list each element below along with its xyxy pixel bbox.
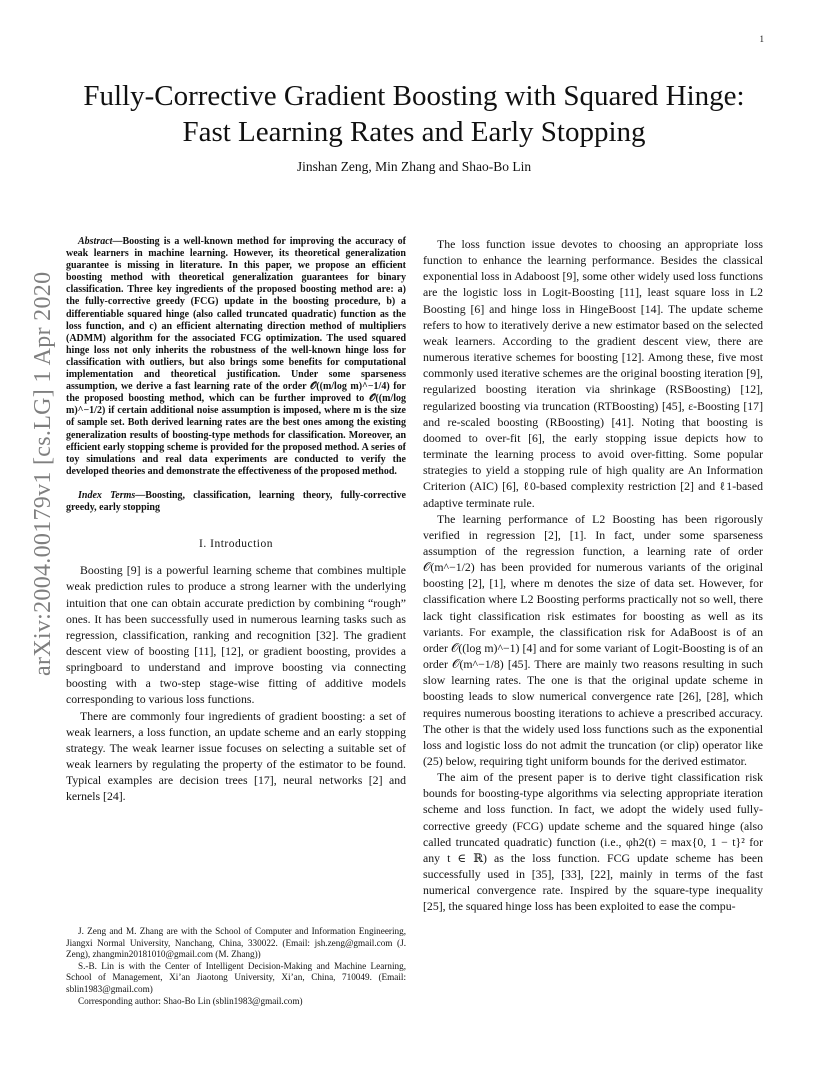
page-number: 1 xyxy=(759,34,764,44)
index-terms-lead: Index Terms xyxy=(78,489,136,501)
paper-authors: Jinshan Zeng, Min Zhang and Shao-Bo Lin xyxy=(296,159,532,174)
abstract-text: —Boosting is a well-known method for improving the accuracy of weak learners in machine learning. However, its theoretical generalization guarantee is missing in literature. In this paper, we propose an efficient boosting method with theoretical generalization guarantees for binary classification. Three key ingredients of the proposed boosting method are: a) the fully-corrective greedy (FCG) update in the boosting procedure, b) a differentiable squared hinge (also called truncated quadratic) function as the loss function, and c) an efficient alternating direction method of multipliers (ADMM) algorithm for the associated FCG optimization. The used squared hinge loss not only inherits the robustness of the well-known hinge loss for classification with outliers, but also brings some benefits for computational implementation and theoretical justification. Under some sparseness assumption, we derive a fast learning rate of the order 𝒪((m/log m)^−1/4) for the proposed boosting method, which can be further improved to 𝒪((m/log m)^−1/2) if certain additional noise assumption is imposed, where m is the size of sample set. Both derived learning rates are the best ones among the existing generalization results of boosting-type methods for classification. Moreover, an efficient early stopping scheme is provided for the proposed method. A series of toy simulations and real data experiments are conducted to verify the developed theories and demonstrate the effectiveness of the proposed method. xyxy=(66,236,406,477)
arxiv-stamp-text: arXiv:2004.00179v1 [cs.LG] 1 Apr 2020 xyxy=(30,271,56,676)
paper-title: Fully-Corrective Gradient Boosting with Squared Hinge: Fast Learning Rates and Early Stopping xyxy=(83,80,745,148)
section-heading-introduction xyxy=(66,536,406,552)
abstract xyxy=(66,236,406,478)
right-paragraph-1: The loss function issue devotes to choosing an appropriate loss function to enhance the learning performance. Besides the classical exponential loss in Adaboost [9], some other widely used loss functions are the logistic loss in Logit-Boosting [11], least square loss in L2 Boosting [6] and hinge loss in HingeBoost [14]. The update scheme refers to how to iteratively derive a new estimator based on the selected weak learners. According to the gradient descent view, there are numerous iterative schemes for boosting [12]. Among these, five most commonly used iterative schemes are the original boosting iteration [9], regularized boosting iteration via shrinkage (RSBoosting) [12], regularized boosting via truncation (RTBoosting) [45], ε-Boosting [17] and re-scaled boosting (RBoosting) [41]. Noting that boosting is doomed to over-fit [6], the early stopping issue depicts how to terminate the learning process to avoid over-fitting. Some popular strategies to yield a stopping rule of high quality are An Information Criterion (AIC) [6], ℓ0-based complexity restriction [2] and ℓ1-based adaptive terminate rule. xyxy=(423,237,763,510)
abstract-lead: Abstract xyxy=(78,236,113,247)
index-terms xyxy=(66,490,406,514)
footnote-affiliation-2: S.-B. Lin is with the Center of Intelligent Decision-Making and Machine Learning, School of Management, Xi’an Jiaotong University, Xi’an, China, 710049. (Email: sblin1983@gmail.com) xyxy=(66,960,406,994)
left-column xyxy=(66,236,406,805)
footnote-corresponding: Corresponding author: Shao-Bo Lin (sblin1983@gmail.com) xyxy=(78,995,303,1006)
section-title: Introduction xyxy=(210,538,273,551)
left-paragraph-2: There are commonly four ingredients of gradient boosting: a set of weak learners, a loss function, an update scheme and an early stopping strategy. The weak learner issue focuses on selecting a suitable set of weak learners by regulating the property of the estimator to be found. Typical examples are decision trees [17], neural networks [2] and kernels [24]. xyxy=(66,708,406,804)
right-column xyxy=(423,236,763,915)
section-number: I. xyxy=(199,538,207,551)
footnote-affiliation-1: J. Zeng and M. Zhang are with the School of Computer and Information Engineering, Jiangxi Normal University, Nanchang, China, 330022. (Email: jsh.zeng@gmail.com (J. Zeng), zhangmin20181010@gmail.com (M. Zhang)) xyxy=(66,926,406,960)
index-terms-text: —Boosting, classification, learning theory, fully-corrective greedy, early stopping xyxy=(66,489,406,513)
arxiv-stamp xyxy=(30,271,56,676)
left-paragraph-1: Boosting [9] is a powerful learning scheme that combines multiple weak prediction rules to produce a strong learner with the underlying intuition that one can obtain accurate prediction by combining “rough” ones. It has been successfully used in numerous learning tasks such as regression, classification, ranking and recognition [32]. The gradient descent view of boosting [11], [12], or gradient boosting, provides a springboard to understand and improve boosting via connecting boosting with a two-step stage-wise fitting of additive models corresponding to various loss functions. xyxy=(66,563,406,707)
right-paragraph-2: The learning performance of L2 Boosting has been rigorously verified in regression [2], [1]. In fact, under some sparseness assumption of the regression function, a learning rate of order 𝒪(m^−1/2) has been provided for numerous variants of the original boosting [2], [1], where m denotes the size of data set. However, for classification where L2 Boosting performs practically not so well, there lack tight classification risk estimates for boosting as well as its variants. For example, the classification risk for AdaBoost is of an order 𝒪((log m)^−1) [4] and for some variant of Logit-Boosting is of an order 𝒪(m^−1/8) [45]. There are mainly two reasons resulting in such slow learning rates. The one is that the original update scheme in boosting leads to slow numerical convergence rate [26], [28], which requires numerous boosting iterations to achieve a prescribed accuracy. The other is that the widely used loss functions such as the exponential loss and logistic loss do not admit the truncation (or clip) operator like (25) below, requiring tight uniform bounds for the derived estimator. xyxy=(423,511,763,768)
footnotes xyxy=(66,926,406,1007)
right-paragraph-3: The aim of the present paper is to derive tight classification risk bounds for boosting-type algorithms via selecting appropriate iteration scheme and loss function. In fact, we adopt the widely used fully-corrective greedy (FCG) update scheme and the squared hinge (also called truncated quadratic) function (i.e., φh2(t) = max{0, 1 − t}² for any t ∈ ℝ) as the loss function. FCG update scheme has been successfully used in [35], [33], [22], mainly in terms of the fast numerical convergence rate. Inspired by the square-type inequality [25], the squared hinge loss has been exploited to ease the compu- xyxy=(423,770,763,914)
